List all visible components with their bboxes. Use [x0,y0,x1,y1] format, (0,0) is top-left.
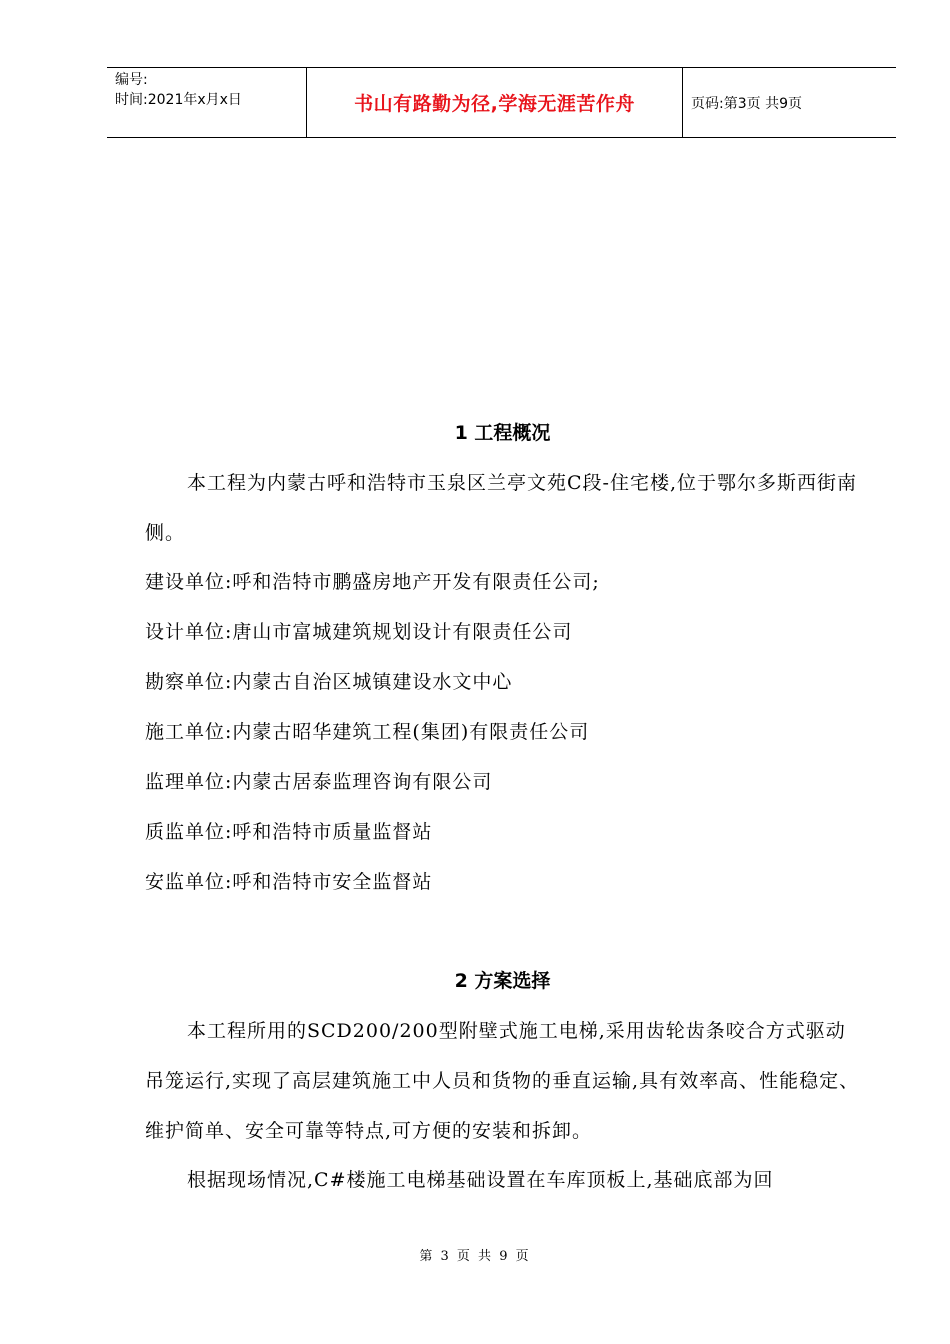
paragraph-intro: 本工程为内蒙古呼和浩特市玉泉区兰亭文苑C段-住宅楼,位于鄂尔多斯西街南侧。 [145,472,857,544]
unit-safety: 安监单位:呼和浩特市安全监督站 [145,871,433,893]
unit-quality: 质监单位:呼和浩特市质量监督站 [145,821,433,843]
section-title-overview: 1 工程概况 [454,422,551,444]
unit-survey: 勘察单位:内蒙古自治区城镇建设水文中心 [145,671,513,693]
header-page-label: 页码:第3页 共9页 [691,95,802,112]
section-title-scheme: 2 方案选择 [454,970,551,992]
header-meta [107,68,307,137]
page-footer: 第 3 页 共 9 页 [419,1249,531,1264]
unit-list [145,557,860,907]
unit-supervision: 监理单位:内蒙古居泰监理咨询有限公司 [145,771,493,793]
header-motto: 书山有路勤为径,学海无涯苦作舟 [307,68,683,137]
paragraph-scheme: 本工程所用的SCD200/200型附壁式施工电梯,采用齿轮齿条咬合方式驱动吊笼运行,实现了高层建筑施工中人员和货物的垂直运输,具有效率高、性能稳定、维护简单、安全可靠等特点,可方便的安装和拆卸。 [145,1020,860,1142]
paragraph-site: 根据现场情况,C#楼施工电梯基础设置在车库顶板上,基础底部为回 [187,1169,774,1191]
document-header [107,67,896,138]
unit-contractor: 施工单位:内蒙古昭华建筑工程(集团)有限责任公司 [145,721,590,743]
number-label: 编号: [115,72,148,88]
unit-construction: 建设单位:呼和浩特市鹏盛房地产开发有限责任公司; [145,571,600,593]
time-label: 时间:2021年x月x日 [115,92,242,108]
unit-design: 设计单位:唐山市富城建筑规划设计有限责任公司 [145,621,573,643]
